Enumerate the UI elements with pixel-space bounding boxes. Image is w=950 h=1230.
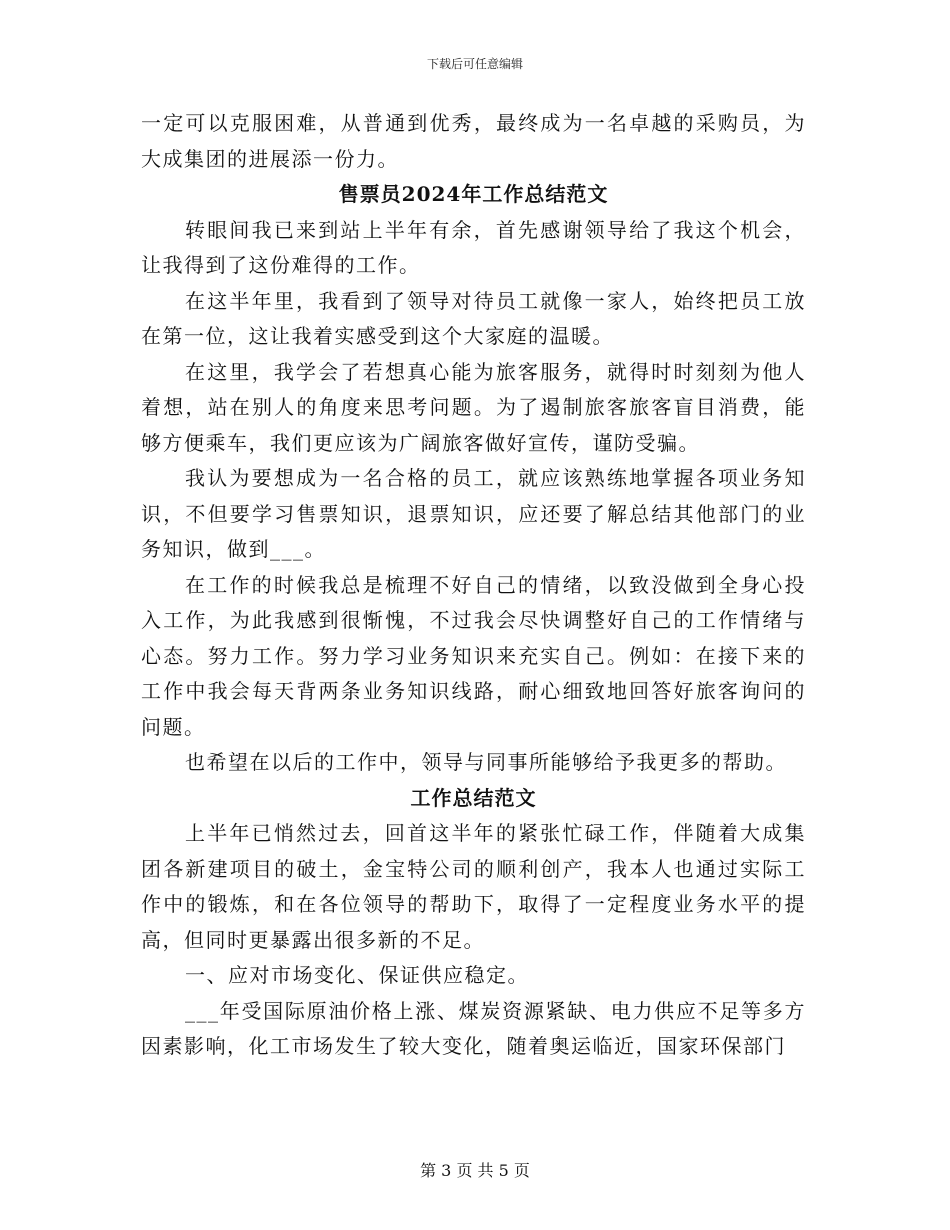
paragraph: 我认为要想成为一名合格的员工，就应该熟练地掌握各项业务知识，不但要学习售票知识，退票知识，应还要了解总结其他部门的业务知识，做到___。 (141, 466, 806, 561)
paragraph: ___年受国际原油价格上涨、煤炭资源紧缺、电力供应不足等多方因素影响，化工市场发生了较大变化，随着奥运临近，国家环保部门 (141, 998, 806, 1058)
paragraph: 在工作的时候我总是梳理不好自己的情绪，以致没做到全身心投入工作，为此我感到很惭愧，不过我会尽快调整好自己的工作情绪与心态。努力工作。努力学习业务知识来充实自己。例如：在接下来的工作中我会每天背两条业务知识线路，耐心细致地回答好旅客询问的问题。 (141, 572, 806, 739)
paragraph: 一定可以克服困难，从普通到优秀，最终成为一名卓越的采购员，为大成集团的进展添一份力。 (141, 111, 806, 171)
paragraph: 在这半年里，我看到了领导对待员工就像一家人，始终把员工放在第一位，这让我着实感受到这个大家庭的温暖。 (141, 288, 806, 348)
page-number-footer: 第 3 页 共 5 页 (420, 1161, 530, 1180)
section-title: 售票员2024年工作总结范文 (338, 182, 609, 206)
paragraph: 转眼间我已来到站上半年有余，首先感谢领导给了我这个机会，让我得到了这份难得的工作。 (141, 217, 806, 277)
paragraph: 上半年已悄然过去，回首这半年的紧张忙碌工作，伴随着大成集团各新建项目的破土，金宝特公司的顺利创产，我本人也通过实际工作中的锻炼，和在各位领导的帮助下，取得了一定程度业务水平的提高，但同时更暴露出很多新的不足。 (141, 821, 806, 952)
paragraph: 一、应对市场变化、保证供应稳定。 (185, 963, 529, 987)
paragraph: 也希望在以后的工作中，领导与同事所能够给予我更多的帮助。 (185, 750, 787, 774)
page-header-note: 下载后可任意编辑 (426, 57, 523, 71)
document-body (141, 106, 806, 1065)
section-title: 工作总结范文 (410, 785, 537, 810)
paragraph: 在这里，我学会了若想真心能为旅客服务，就得时时刻刻为他人着想，站在别人的角度来思考问题。为了遏制旅客旅客盲目消费，能够方便乘车，我们更应该为广阔旅客做好宣传，谨防受骗。 (141, 359, 806, 455)
